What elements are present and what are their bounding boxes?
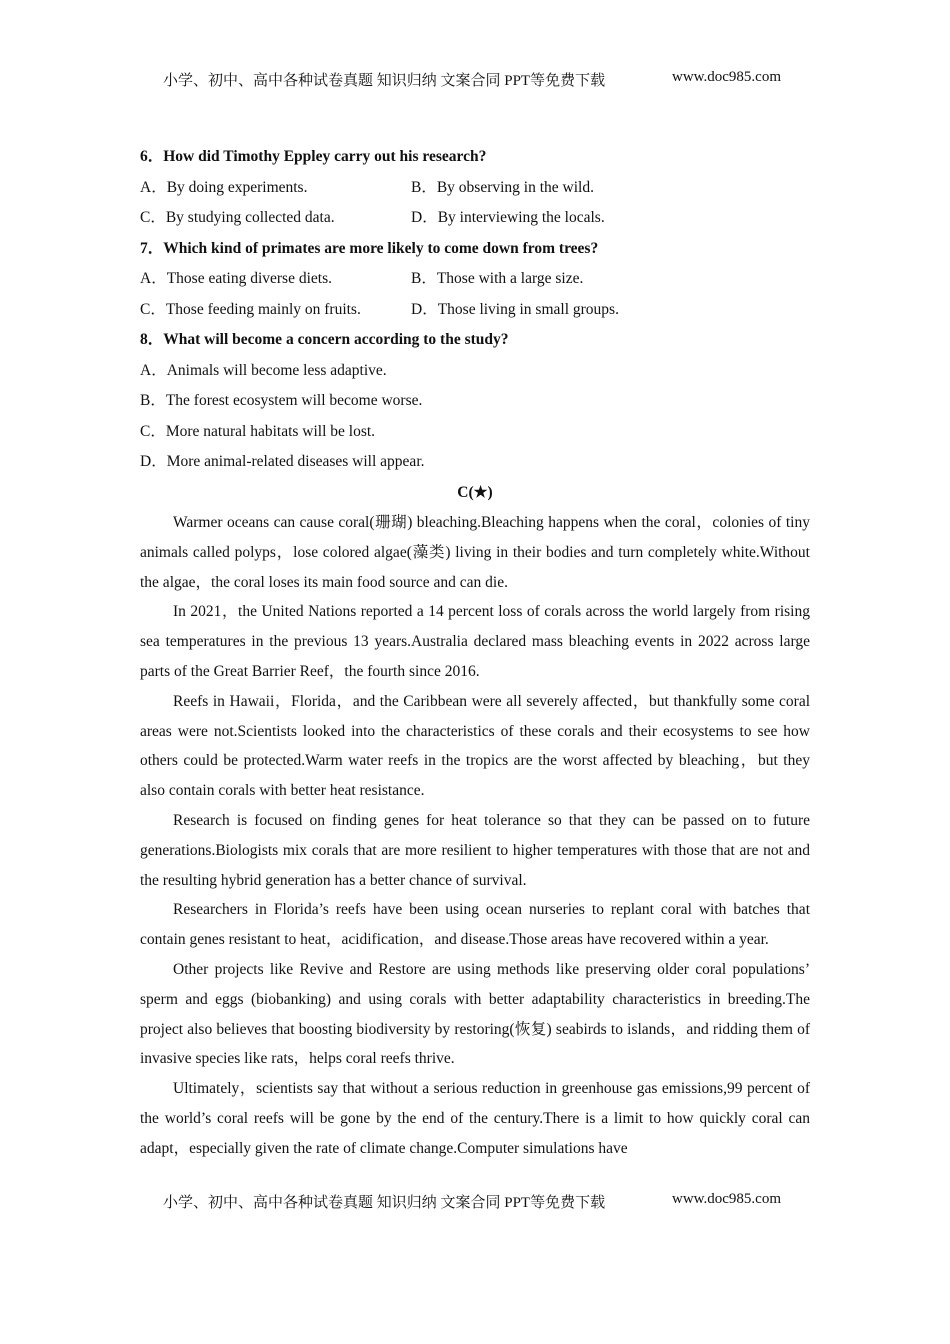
section-title: C(★) xyxy=(457,483,493,501)
question-stem: 7．Which kind of primates are more likely to come down from trees? xyxy=(140,239,599,257)
question-8 xyxy=(140,325,810,478)
option-d: D．Those living in small groups. xyxy=(411,300,619,318)
paragraph: Warmer oceans can cause coral(珊瑚) bleaching.Bleaching happens when the coral，colonies of tiny animals called polyps，lose colored algae(藻类) living in their bodies and turn completely white.Without the algae，the coral loses its main food source and can die. xyxy=(140,514,810,591)
document-body xyxy=(140,142,810,1164)
option-a: A．Animals will become less adaptive. xyxy=(140,361,387,379)
question-stem: 8．What will become a concern according to the study? xyxy=(140,331,509,348)
paragraph: Researchers in Florida’s reefs have been using ocean nurseries to replant coral with batches that contain genes resistant to heat，acidification，and disease.Those areas have recovered within a year. xyxy=(140,901,810,949)
question-7 xyxy=(140,234,810,326)
option-b: B．Those with a large size. xyxy=(411,270,584,287)
option-a: A．By doing experiments. xyxy=(140,178,308,196)
question-stem: 6．How did Timothy Eppley carry out his research? xyxy=(140,148,487,165)
paragraph: Research is focused on finding genes for heat tolerance so that they can be passed on to future generations.Biologists mix corals that are more resilient to higher temperatures with those that are not and the resulting hybrid generation has a better chance of survival. xyxy=(140,811,810,889)
page-footer xyxy=(163,1191,803,1212)
option-b: B．By observing in the wild. xyxy=(411,178,594,196)
paragraph: Reefs in Hawaii，Florida，and the Caribbean were all severely affected，but thankfully some coral areas were not.Scientists looked into the characteristics of these corals and their ecosystems to see how others could be protected.Warm water reefs in the tropics are the worst affected by bleaching，but they also contain corals with better heat resistance. xyxy=(140,692,810,800)
header-site-link[interactable]: www.doc985.com xyxy=(672,69,782,85)
page-header xyxy=(163,69,803,90)
question-6 xyxy=(140,142,810,234)
footer-site-link[interactable]: www.doc985.com xyxy=(672,1191,782,1207)
paragraph: Ultimately，scientists say that without a serious reduction in greenhouse gas emissions,99 percent of the world’s coral reefs will be gone by the end of the century.There is a limit to how quickly coral can adapt，especially given the rate of climate change.Computer simulations have xyxy=(140,1080,810,1157)
option-c: C．Those feeding mainly on fruits. xyxy=(140,300,361,318)
option-d: D．More animal-related diseases will appear. xyxy=(140,453,425,470)
footer-text: 小学、初中、高中各种试卷真题 知识归纳 文案合同 PPT等免费下载 xyxy=(163,1195,606,1211)
option-b: B．The forest ecosystem will become worse. xyxy=(140,392,423,409)
option-d: D．By interviewing the locals. xyxy=(411,209,605,226)
option-c: C．By studying collected data. xyxy=(140,209,335,226)
option-c: C．More natural habitats will be lost. xyxy=(140,422,376,440)
paragraph: Other projects like Revive and Restore are using methods like preserving older coral populations’ sperm and eggs (biobanking) and using corals with better adaptability characteristics in breeding.The project also believes that boosting biodiversity by restoring(恢复) seabirds to islands，and ridding them of invasive species like rats，helps coral reefs thrive. xyxy=(140,960,810,1068)
header-text: 小学、初中、高中各种试卷真题 知识归纳 文案合同 PPT等免费下载 xyxy=(163,73,606,89)
option-a: A．Those eating diverse diets. xyxy=(140,270,332,287)
paragraph: In 2021，the United Nations reported a 14 percent loss of corals across the world largely from rising sea temperatures in the previous 13 years.Australia declared mass bleaching events in 2022 across large parts of the Great Barrier Reef，the fourth since 2016. xyxy=(140,603,810,680)
